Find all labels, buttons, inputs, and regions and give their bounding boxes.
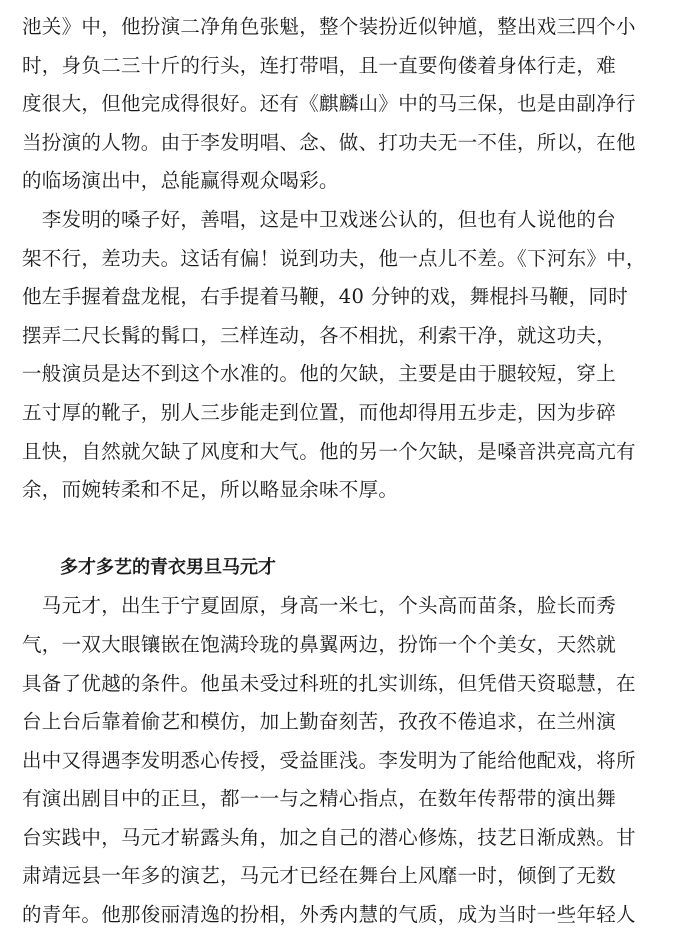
text-line: 当扮演的人物。由于李发明唱、念、做、打功夫无一不佳，所以，在他: [22, 130, 636, 154]
text-line: 有演出剧目中的正旦，都一一与之精心指点，在数年传帮带的演出舞: [22, 787, 617, 811]
text-line: 气，一双大眼镶嵌在饱满玲珑的鼻翼两边，扮饰一个个美女，天然就: [22, 632, 617, 656]
text-line: 肃靖远县一年多的演艺，马元才已经在舞台上风靡一时，倾倒了无数: [22, 864, 617, 888]
text-line: 度很大，但他完成得很好。还有《麒麟山》中的马三保，也是由副净行: [22, 92, 636, 116]
text-line: 一般演员是达不到这个水准的。他的欠缺，主要是由于腿较短，穿上: [22, 362, 617, 386]
paragraph-2: [22, 201, 653, 510]
text-line: 李发明的嗓子好，善唱，这是中卫戏迷公认的，但也有人说他的台: [22, 207, 617, 231]
text-line: 摆弄二尺长髯的髯口，三样连动，各不相扰，利索干净，就这功夫，: [22, 323, 617, 347]
text-line: 池关》中，他扮演二净角色张魁，整个装扮近似钟馗，整出戏三四个小: [22, 15, 636, 38]
text-line: 五寸厚的靴子，别人三步能走到位置，而他却得用五步走，因为步碎: [22, 400, 617, 424]
section-spacer: [22, 510, 653, 549]
text-line: 他左手握着盘龙棍，右手提着马鞭，40 分钟的戏，舞棍抖马鞭，同时: [22, 285, 629, 309]
text-line: 出中又得遇李发明悉心传授，受益匪浅。李发明为了能给他配戏，将所: [22, 748, 636, 772]
text-line: 的临场演出中，总能赢得观众喝彩。: [22, 169, 339, 193]
text-line: 台上台后靠着偷艺和模仿，加上勤奋刻苦，孜孜不倦追求，在兰州演: [22, 710, 617, 734]
text-line: 马元才，出生于宁夏固原，身高一米七，个头高而苗条，脸长而秀: [22, 594, 617, 618]
text-line: 时，身负二三十斤的行头，连打带唱，且一直要佝偻着身体行走，难: [22, 53, 617, 77]
text-line: 余，而婉转柔和不足，所以略显余味不厚。: [22, 478, 399, 502]
paragraph-1: [22, 8, 653, 201]
text-line: 具备了优越的条件。他虽未受过科班的扎实训练，但凭借天资聪慧，在: [22, 671, 636, 695]
text-line: 架不行，差功夫。这话有偏！说到功夫，他一点儿不差。《下河东》中，: [22, 246, 646, 270]
text-line: 且快，自然就欠缺了风度和大气。他的另一个欠缺，是嗓音洪亮高亢有: [22, 439, 636, 463]
paragraph-3: [22, 587, 653, 934]
text-line: 台实践中，马元才崭露头角，加之自己的潜心修炼，技艺日渐成熟。甘: [22, 825, 636, 849]
text-line: 的青年。他那俊丽清逸的扮相，外秀内慧的气质，成为当时一些年轻人: [22, 903, 636, 927]
section-heading: 多才多艺的青衣男旦马元才: [60, 556, 276, 578]
